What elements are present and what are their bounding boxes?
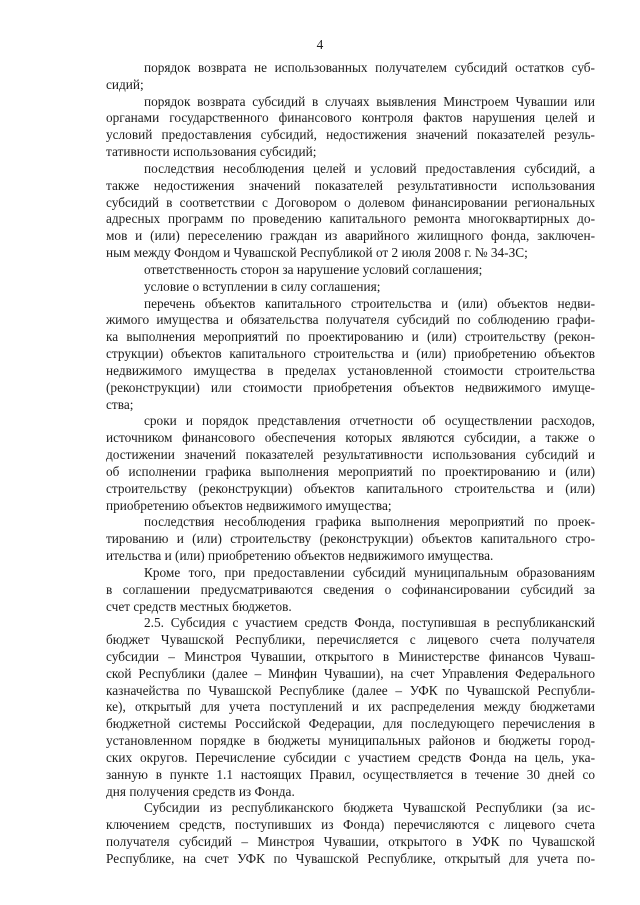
text-line: ке), открытый для учета поступлений и их распределения между бюджетами (106, 699, 595, 715)
text-line: ской Республики (далее – Минфин Чувашии), на счет Управления Федерального (106, 665, 595, 681)
text-line: ка выполнения мероприятий по проектированию и (или) строительству (рекон- (106, 329, 595, 345)
text-line: бюджетной системы Российской Федерации, для последующего перечисления в (106, 716, 595, 732)
text-line: 2.5. Субсидия с участием средств Фонда, поступившая в республиканский (144, 615, 595, 631)
text-line: дня получения средств из Фонда. (106, 783, 295, 799)
document-body (106, 60, 595, 868)
text-line: строительству (реконструкции) объектов капитального строительства и (или) (106, 480, 595, 496)
text-line: получателя субсидий – Минстроя Чувашии, открытого в УФК по Чувашской (106, 834, 595, 850)
text-line: мов и (или) переселению граждан из аварийного жилищного фонда, заключен- (106, 228, 595, 244)
paragraph (106, 60, 595, 94)
text-line: сидий; (106, 76, 144, 92)
paragraph (106, 94, 595, 161)
text-line: ным между Фондом и Чувашской Республикой от 2 июля 2008 г. № 34-ЗС; (106, 245, 528, 261)
text-line: занную в пункте 1.1 настоящих Правил, осуществляется в течение 30 дней со (106, 766, 595, 782)
paragraph (106, 800, 595, 867)
text-line: достижении значений показателей результативности использования субсидий и (106, 447, 595, 463)
text-line: ключением средств, поступивших из Фонда) перечисляются с лицевого счета (106, 817, 595, 833)
text-line: об исполнении графика выполнения мероприятий по проектированию и (или) (106, 463, 595, 479)
text-line: приобретению объектов недвижимого имущества; (106, 497, 392, 513)
text-line: ответственность сторон за нарушение условий соглашения; (144, 261, 483, 277)
text-line: жимого имущества и обязательства получателя субсидий по соблюдению графи- (106, 312, 595, 328)
paragraph (106, 615, 595, 800)
text-line: сроки и порядок представления отчетности об осуществлении расходов, (144, 413, 595, 429)
paragraph (106, 296, 595, 414)
text-line: адресных программ по проведению капитального ремонта многоквартирных до- (106, 211, 595, 227)
paragraph (106, 413, 595, 514)
text-line: Субсидии из республиканского бюджета Чувашской Республики (за ис- (144, 800, 595, 816)
text-line: недвижимого имущества в пределах установленной стоимости строительства (106, 362, 595, 378)
text-line: перечень объектов капитального строительства и (или) объектов недви- (144, 295, 595, 311)
text-line: порядок возврата не использованных получателем субсидий остатков суб- (144, 60, 595, 75)
text-line: ства; (106, 396, 134, 412)
text-line: субсидий в соответствии с Договором о долевом финансировании региональных (106, 194, 595, 210)
text-line: Республике, на счет УФК по Чувашской Республике, открытый для учета по- (106, 850, 595, 866)
page-number: 4 (316, 37, 324, 52)
paragraph (106, 262, 595, 279)
text-line: (реконструкции) или стоимости приобретения объектов недвижимого имуще- (106, 379, 595, 395)
text-line: тативности использования субсидий; (106, 144, 317, 160)
text-line: также недостижения значений показателей результативности использования (106, 177, 595, 193)
text-line: порядок возврата субсидий в случаях выявления Минстроем Чувашии или (144, 93, 595, 109)
text-line: последствия несоблюдения графика выполнения мероприятий по проек- (144, 514, 595, 530)
text-line: струкции) объектов капитального строительства и (или) приобретению объектов (106, 346, 595, 362)
text-line: последствия несоблюдения целей и условий предоставления субсидий, а (144, 160, 595, 176)
text-line: ительства и (или) приобретению объектов недвижимого имущества. (106, 548, 494, 564)
text-line: бюджет Чувашской Республики, перечисляется с лицевого счета получателя (106, 632, 595, 648)
text-line: источником финансового обеспечения которых являются субсидии, а также о (106, 430, 595, 446)
text-line: установленном порядке в бюджеты муниципальных районов и бюджеты город- (106, 733, 595, 749)
text-line: условие о вступлении в силу соглашения; (144, 278, 381, 294)
text-line: тированию и (или) строительству (реконструкции) объектов капитального стро- (106, 531, 595, 547)
paragraph (106, 565, 595, 615)
text-line: в соглашении предусматриваются сведения о софинансировании субсидий за (106, 581, 595, 597)
text-line: условий предоставления субсидий, недостижения значений показателей резуль- (106, 127, 595, 143)
text-line: счет средств местных бюджетов. (106, 598, 292, 614)
paragraph (106, 514, 595, 564)
text-line: органами государственного финансового контроля фактов нарушения целей и (106, 110, 595, 126)
text-line: ских округов. Перечисление субсидии с участием средств Фонда на цель, ука- (106, 749, 595, 765)
text-line: казначейства по Чувашской Республике (далее – УФК по Чувашской Республи- (106, 682, 595, 698)
paragraph (106, 161, 595, 262)
text-line: субсидии – Минстроя Чувашии, открытого в Министерстве финансов Чуваш- (106, 648, 595, 664)
text-line: Кроме того, при предоставлении субсидий муниципальным образованиям (144, 564, 595, 580)
paragraph (106, 279, 595, 296)
